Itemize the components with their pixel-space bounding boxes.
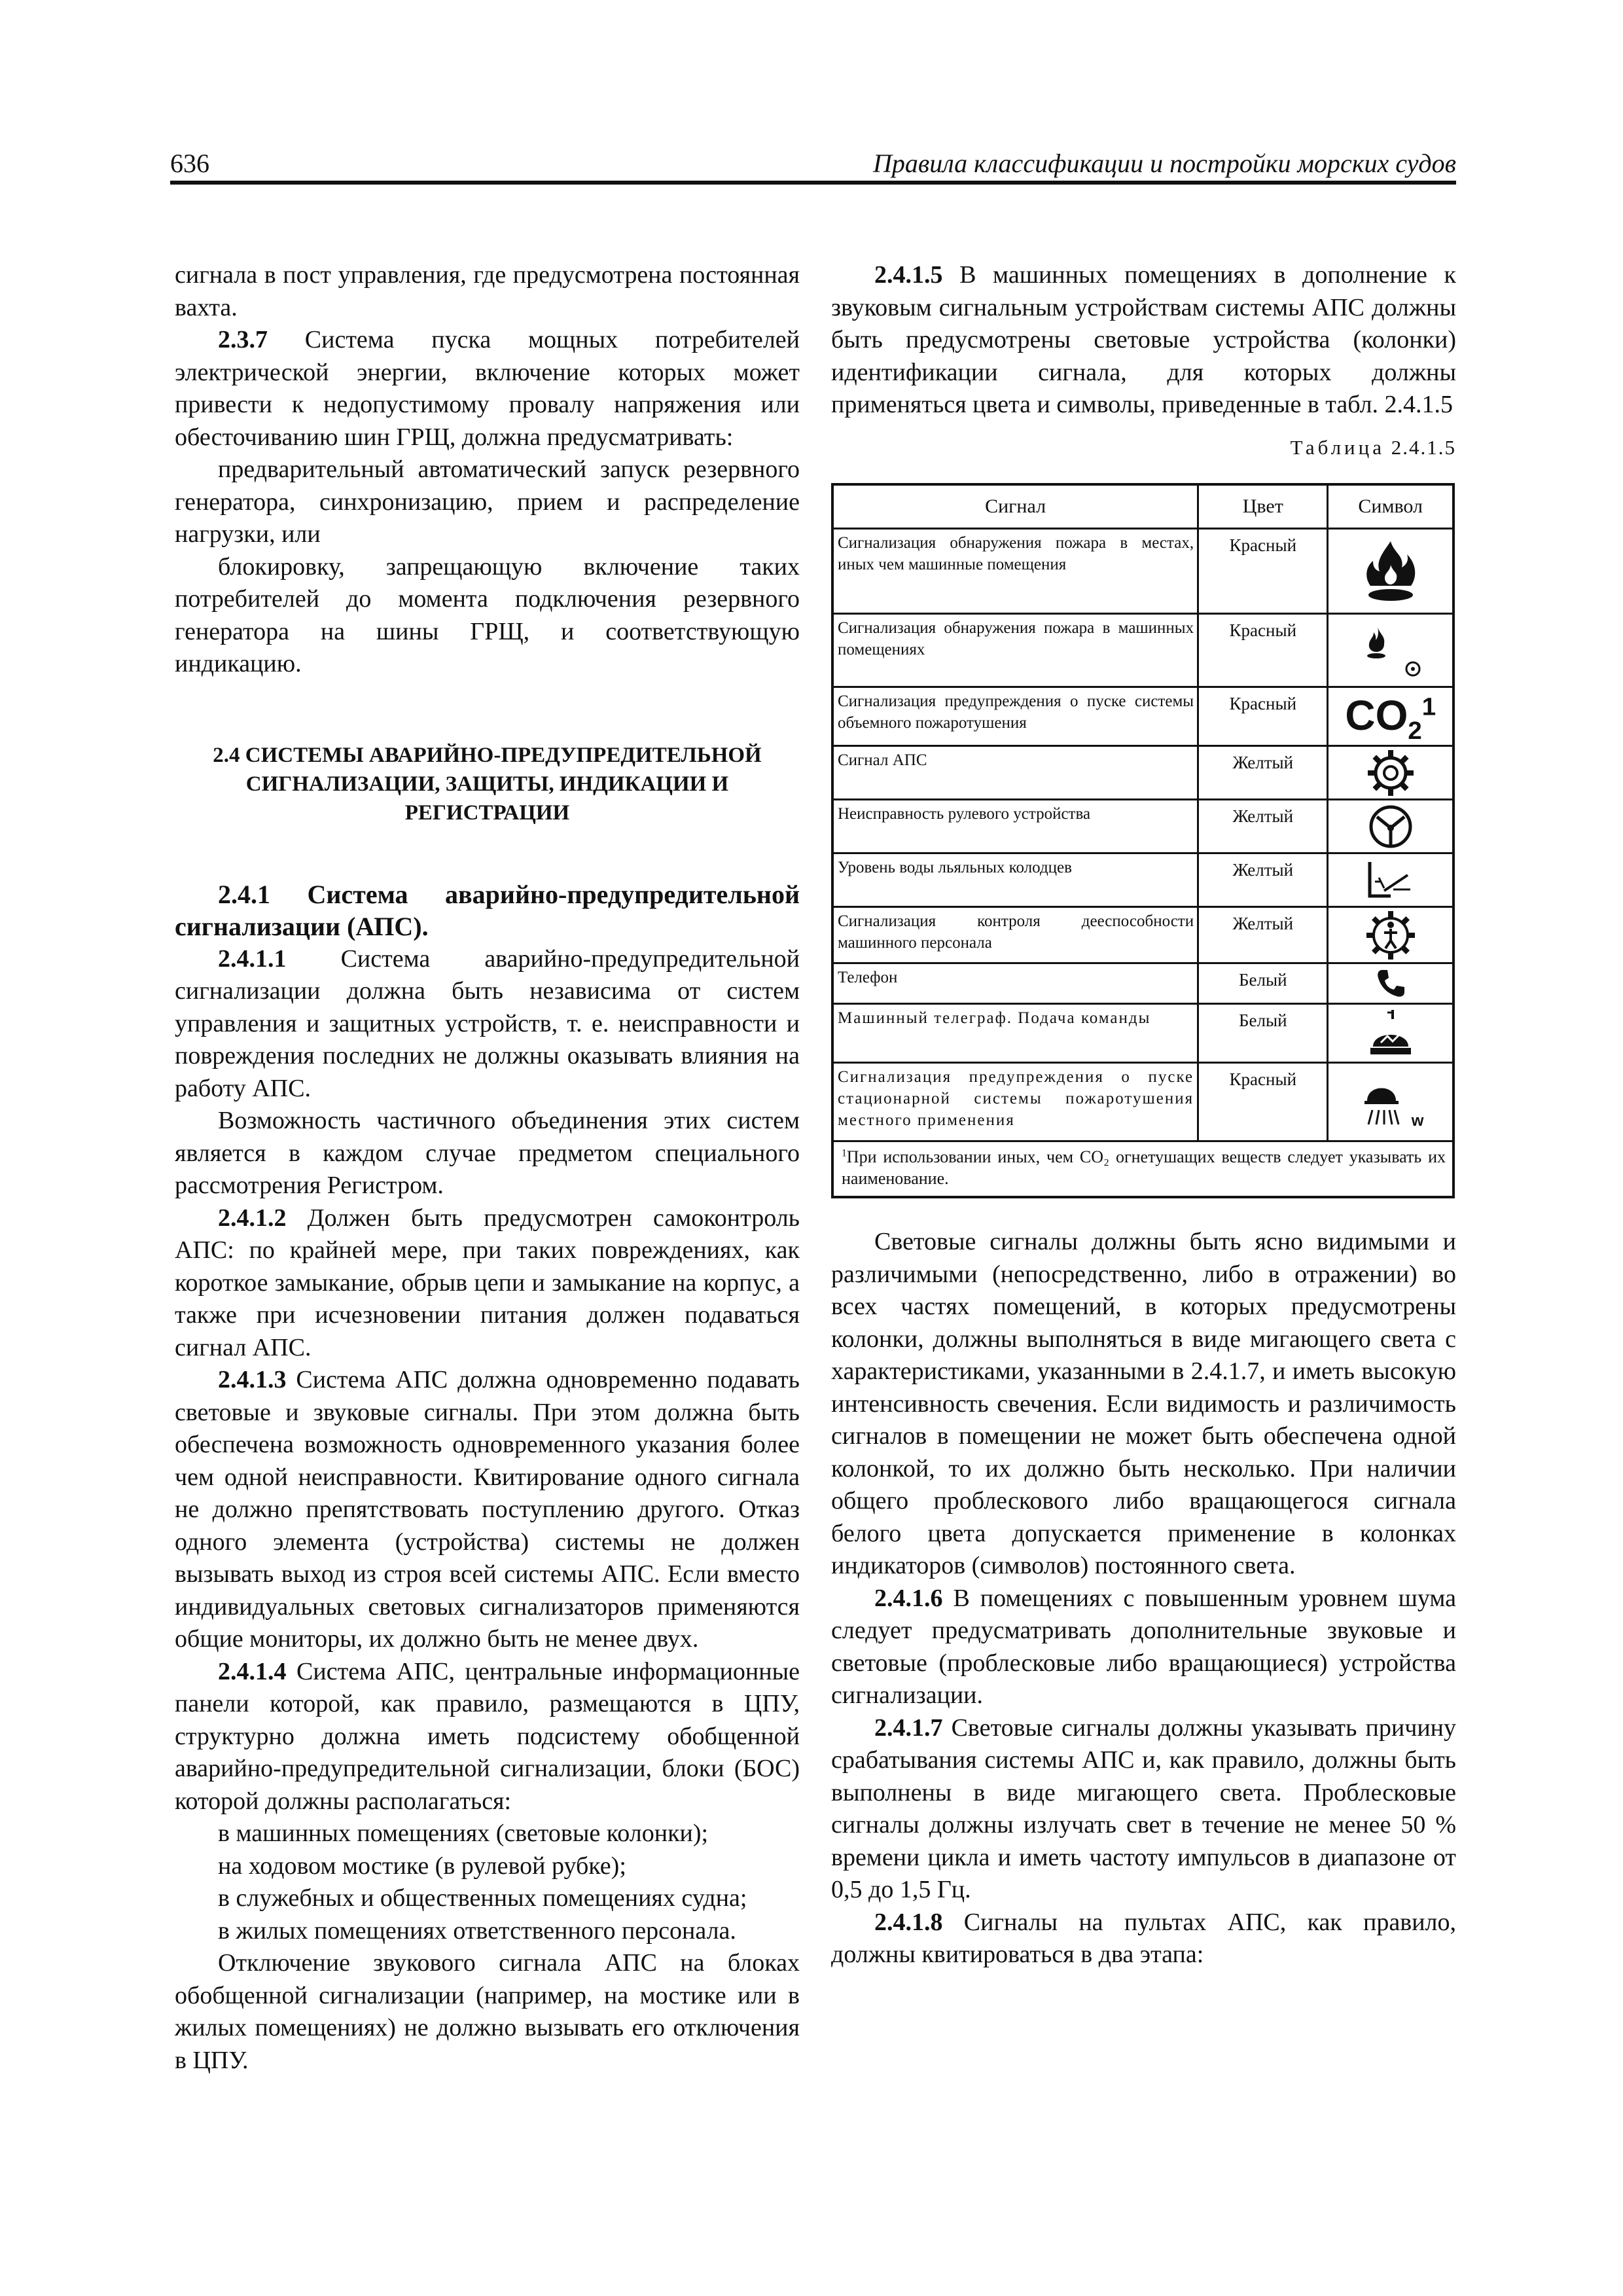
- table-header-row: [832, 484, 1454, 529]
- symbol-cell: [1328, 746, 1454, 800]
- color-cell: Красный: [1198, 1063, 1328, 1141]
- list-item: в машинных помещениях (световые колонки);: [218, 1820, 709, 1847]
- paragraph-2-4-1-3: [175, 1364, 800, 1656]
- clause-number: 2.4.1.7: [874, 1713, 943, 1742]
- footnote-text: При использовании иных, чем CO₂ огнетушащих веществ следует указывать их наименование.: [842, 1147, 1446, 1188]
- clause-text: Световые сигналы должны указывать причину срабатывания системы АПС и, как правило, должны быть выполнены в виде мигающего света. Проблесковые сигналы должны излучать свет в течение не менее 50 % времени цикла и иметь частоту импульсов в диапазоне от 0,5 до 1,5 Гц.: [831, 1713, 1456, 1903]
- paragraph: Световые сигналы должны быть ясно видимыми и различимыми (непосредственно, либо в отражении) во всех частях помещений, в которых предусмотрены колонки, должны выполняться в виде мигающего света с характеристиками, указанными в 2.4.1.7, и иметь высокую интенсивность свечения. Если видимость и различимость сигналов в помещении не может быть обеспечена одной колонкой, то их должно быть несколько. При наличии общего проблескового либо вращающегося сигнала белого цвета допускается применение в колонках индикаторов (символов) постоянного света.: [831, 1228, 1456, 1579]
- clause-text: Система аварийно-предупредительной сигнализации должна быть независима от систем управления и защитных устройств, т. е. неисправности и повреждения последних не должны оказывать влияния на работу АПС.: [175, 944, 800, 1102]
- telegraph-icon: [1368, 1007, 1414, 1060]
- paragraph-2-3-7: [175, 324, 800, 454]
- symbol-cell: [1328, 1063, 1454, 1141]
- table-caption: [831, 431, 1456, 464]
- person-gear-icon: [1366, 910, 1416, 960]
- signal-cell: Сигнализация обнаружения пожара в машинных помещениях: [832, 614, 1198, 687]
- table-row: [832, 1004, 1454, 1063]
- table-caption-word: Таблица: [1290, 435, 1385, 459]
- paragraph-2-4-1-4: [175, 1656, 800, 1818]
- clause-text: Система АПС должна одновременно подавать световые и звуковые сигналы. При этом должна быть обеспечена возможность одновременного указания более чем одной неисправности. Квитирование одного сигнала не должно препятствовать поступлению другого. Отказ одного элемента (устройства) системы не должен вызывать выход из строя всей системы АПС. Если вместо индивидуальных световых сигнализаторов применяются общие мониторы, их должно быть не менее двух.: [175, 1366, 800, 1653]
- running-title: Правила классификации и постройки морских судов: [872, 149, 1456, 178]
- symbol-cell: [1328, 614, 1454, 687]
- signal-cell: Сигнализация контроля дееспособности машинного персонала: [832, 907, 1198, 963]
- paragraph-2-4-1-7: [831, 1712, 1456, 1907]
- symbol-cell: [1328, 529, 1454, 614]
- clause-number: 2.4.1.3: [218, 1366, 287, 1393]
- color-cell: Желтый: [1198, 800, 1328, 853]
- table-row: [832, 529, 1454, 614]
- page-number: 636: [170, 149, 209, 178]
- symbol-cell: [1328, 963, 1454, 1004]
- gear-icon: [1366, 749, 1415, 797]
- symbol-cell: [1328, 800, 1454, 853]
- clause-number: 2.4.1.5: [874, 261, 943, 289]
- paragraph: предварительный автоматический запуск резервного генератора, синхронизацию, прием и распределение нагрузки, или: [175, 456, 800, 548]
- co2-footnote-mark: 1: [1421, 692, 1436, 721]
- color-cell: Желтый: [1198, 907, 1328, 963]
- clause-text: Система АПС, центральные информационные панели которой, как правило, размещаются в ЦПУ, структурно должна иметь подсистему обобщенной аварийно-предупредительной сигнализации, блоки (БОС) которой должны располагаться:: [175, 1657, 800, 1815]
- table-row: [832, 963, 1454, 1004]
- footnote-mark: 1: [842, 1147, 847, 1159]
- clause-number: 2.4.1.6: [874, 1584, 943, 1612]
- water-spray-icon: [1351, 1076, 1430, 1128]
- signal-cell: Сигнализация предупреждения о пуске системы объемного пожаротушения: [832, 687, 1198, 746]
- table-row: [832, 907, 1454, 963]
- list-item: в служебных и общественных помещениях судна;: [218, 1884, 747, 1912]
- color-cell: Желтый: [1198, 853, 1328, 907]
- left-column: [175, 259, 800, 2077]
- color-cell: Желтый: [1198, 746, 1328, 800]
- header-signal: Сигнал: [832, 484, 1198, 529]
- paragraph-2-4-1-1: [175, 943, 800, 1105]
- clause-text: Система пуска мощных потребителей электрической энергии, включение которых может привести к недопустимому провалу напряжения или обесточиванию шин ГРЩ, должна предусматривать:: [175, 326, 800, 451]
- paragraph: сигнала в пост управления, где предусмотрена постоянная вахта.: [175, 261, 800, 321]
- clause-number: 2.4.1.2: [218, 1204, 287, 1232]
- signal-cell: Уровень воды льяльных колодцев: [832, 853, 1198, 907]
- co2-symbol: [1345, 691, 1436, 745]
- small-fire-icon: [1351, 619, 1430, 682]
- header-rule: [170, 181, 1456, 185]
- color-cell: Белый: [1198, 1004, 1328, 1063]
- co2-text: CO: [1345, 691, 1408, 739]
- table-row: [832, 687, 1454, 746]
- symbol-cell: [1328, 853, 1454, 907]
- co2-subscript: 2: [1408, 716, 1422, 745]
- symbol-cell: [1328, 687, 1454, 746]
- table-caption-number: 2.4.1.5: [1391, 435, 1456, 459]
- paragraph-2-4-1-6: [831, 1583, 1456, 1712]
- paragraph: блокировку, запрещающую включение таких потребителей до момента подключения резервного генератора на шины ГРЩ, и соответствующую индикацию.: [175, 552, 800, 677]
- symbol-cell: [1328, 1004, 1454, 1063]
- color-cell: Красный: [1198, 529, 1328, 614]
- table-row: [832, 800, 1454, 853]
- signal-cell: Сигнализация обнаружения пожара в местах, иных чем машинные помещения: [832, 529, 1198, 614]
- steering-icon: [1368, 804, 1414, 850]
- clause-number: 2.4.1.8: [874, 1908, 943, 1936]
- section-title: 2.4 СИСТЕМЫ АВАРИЙНО-ПРЕДУПРЕДИТЕЛЬНОЙ СИГНАЛИЗАЦИИ, ЗАЩИТЫ, ИНДИКАЦИИ И РЕГИСТРАЦИИ: [213, 743, 762, 825]
- clause-text: Сигналы на пультах АПС, как правило, должны квитироваться в два этапа:: [831, 1908, 1456, 1968]
- clause-number: 2.4.1.4: [218, 1657, 287, 1685]
- paragraph-2-4-1-2: [175, 1202, 800, 1365]
- table-row: [832, 746, 1454, 800]
- list-item: в жилых помещениях ответственного персонала.: [218, 1916, 736, 1945]
- paragraph-2-4-1-8: [831, 1907, 1456, 1971]
- signal-cell: Неисправность рулевого устройства: [832, 800, 1198, 853]
- clause-number: 2.4.1.1: [218, 944, 287, 973]
- header-color: Цвет: [1198, 484, 1328, 529]
- signal-cell: Сигнал АПС: [832, 746, 1198, 800]
- signals-table: [831, 483, 1455, 1198]
- table-row: [832, 614, 1454, 687]
- color-cell: Красный: [1198, 614, 1328, 687]
- paragraph: Отключение звукового сигнала АПС на блоках обобщенной сигнализации (например, на мостике или в жилых помещениях) не должно вызывать его отключения в ЦПУ.: [175, 1949, 800, 2074]
- clause-text: В помещениях с повышенным уровнем шума следует предусматривать дополнительные звуковые и световые (проблесковые либо вращающиеся) устройства сигнализации.: [831, 1584, 1456, 1709]
- signal-cell: Машинный телеграф. Подача команды: [832, 1004, 1198, 1063]
- signal-cell: Сигнализация предупреждения о пуске стационарной системы пожаротушения местного применения: [832, 1063, 1198, 1141]
- header-symbol: Символ: [1328, 484, 1454, 529]
- paragraph: Возможность частичного объединения этих систем является в каждом случае предметом специального рассмотрения Регистром.: [175, 1107, 800, 1199]
- symbol-cell: [1328, 907, 1454, 963]
- fire-icon: [1361, 539, 1420, 604]
- table-row: [832, 1063, 1454, 1141]
- clause-text: В машинных помещениях в дополнение к звуковым сигнальным устройствам системы АПС должны быть предусмотрены световые устройства (колонки) идентификации сигнала, для которых должны применяться цвета и символы, приведенные в табл. 2.4.1.5: [831, 261, 1456, 418]
- spray-label: w: [1411, 1111, 1424, 1130]
- clause-text: Должен быть предусмотрен самоконтроль АПС: по крайней мере, при таких повреждениях, как короткое замыкание, обрыв цепи и замыкание на корпус, а также при исчезновении питания должен подаваться сигнал АПС.: [175, 1204, 800, 1361]
- table-footnote-row: [832, 1141, 1454, 1198]
- right-column: [831, 259, 1456, 1971]
- paragraph-2-4-1-5: [831, 259, 1456, 422]
- table-footnote: [832, 1141, 1454, 1198]
- color-cell: Белый: [1198, 963, 1328, 1004]
- table-row: [832, 853, 1454, 907]
- bilge-level-icon: [1364, 859, 1417, 901]
- color-cell: Красный: [1198, 687, 1328, 746]
- signal-cell: Телефон: [832, 963, 1198, 1004]
- clause-number: 2.3.7: [218, 326, 268, 353]
- list-item: на ходовом мостике (в рулевой рубке);: [218, 1852, 626, 1880]
- page-header: [170, 148, 1456, 181]
- subsection-title: 2.4.1 Система аварийно-предупредительной сигнализации (АПС).: [175, 879, 800, 941]
- phone-icon: [1374, 967, 1407, 1000]
